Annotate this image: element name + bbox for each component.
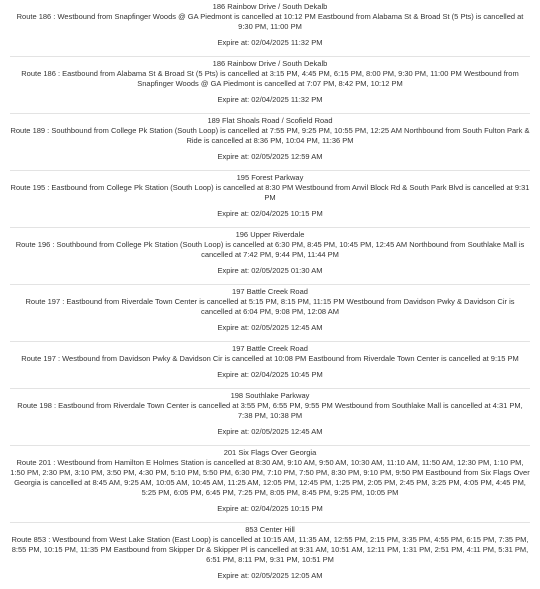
alert-message: Route 853 : Westbound from West Lake Station (East Loop) is cancelled at 10:15 AM, 11:35 AM, 12:55 PM, 2:15 PM, 3:35 PM, 4:55 PM, 6:15 PM, 7:35 PM, 8:55 PM, 10:15 PM, 11:35 PM Eastbound from Skipper Dr & Skipper Pl is cancelled at 9:31 AM, 10:51 AM, 12:11 PM, 1:31 PM, 2:51 PM, 4:11 PM, 5:31 PM, 6:51 PM, 8:11 PM, 9:31 PM, 10:51 PM: [11, 535, 529, 564]
alert-message: Route 186 : Westbound from Snapfinger Woods @ GA Piedmont is cancelled at 10:12 PM Eastbound from Alabama St & Broad St (5 Pts) is cancelled at 9:30 PM, 11:00 PM: [16, 12, 524, 31]
alert-item[interactable]: [0, 342, 540, 388]
alert-expire: Expire at: 02/04/2025 10:15 PM: [217, 209, 323, 218]
alert-message: Route 201 : Westbound from Hamilton E Holmes Station is cancelled at 8:30 AM, 9:10 AM, 9:50 AM, 10:30 AM, 11:10 AM, 11:50 AM, 12:30 PM, 1:10 PM, 1:50 PM, 2:30 PM, 3:10 PM, 3:50 PM, 4:30 PM, 5:10 PM, 5:50 PM, 6:30 PM, 7:10 PM, 7:50 PM, 8:30 PM, 9:10 PM, 9:50 PM Eastbound from Six Flags Over Georgia is cancelled at 8:45 AM, 9:25 AM, 10:05 AM, 10:45 AM, 11:25 AM, 12:05 PM, 12:45 PM, 1:25 PM, 2:05 PM, 2:45 PM, 3:25 PM, 4:05 PM, 4:45 PM, 5:25 PM, 6:05 PM, 6:45 PM, 7:25 PM, 8:05 PM, 8:45 PM, 9:25 PM, 10:05 PM: [10, 458, 530, 497]
alert-route-title: 195 Forest Parkway: [236, 173, 304, 182]
alert-expire: Expire at: 02/05/2025 12:45 AM: [217, 427, 323, 436]
alert-route-title: 186 Rainbow Drive / South Dekalb: [212, 2, 328, 11]
alert-item[interactable]: [0, 228, 540, 284]
alert-expire: Expire at: 02/05/2025 01:30 AM: [217, 266, 323, 275]
alert-expire: Expire at: 02/04/2025 11:32 PM: [217, 38, 323, 47]
alert-route-title: 186 Rainbow Drive / South Dekalb: [212, 59, 328, 68]
alert-item[interactable]: [0, 446, 540, 522]
alert-expire: Expire at: 02/04/2025 11:32 PM: [217, 95, 323, 104]
alert-message: Route 196 : Southbound from College Pk Station (South Loop) is cancelled at 6:30 PM, 8:45 PM, 10:45 PM, 12:45 AM Northbound from Southlake Mall is cancelled at 7:42 PM, 9:44 PM, 11:44 PM: [15, 240, 525, 259]
alert-message: Route 195 : Eastbound from College Pk Station (South Loop) is cancelled at 8:30 PM Westbound from Anvil Block Rd & South Park Blvd is cancelled at 9:31 PM: [10, 183, 530, 202]
alert-item[interactable]: [0, 523, 540, 589]
alert-message: Route 186 : Eastbound from Alabama St & Broad St (5 Pts) is cancelled at 3:15 PM, 4:45 PM, 6:15 PM, 8:00 PM, 9:30 PM, 11:00 PM Westbound from Snapfinger Woods @ GA Piedmont is cancelled at 7:07 PM, 8:42 PM, 10:12 PM: [21, 69, 519, 88]
alert-message: Route 197 : Westbound from Davidson Pwky & Davidson Cir is cancelled at 10:08 PM Eastbound from Riverdale Town Center is cancelled at 9:15 PM: [21, 354, 519, 363]
alert-message: Route 189 : Southbound from College Pk Station (South Loop) is cancelled at 7:55 PM, 9:25 PM, 10:55 PM, 12:25 AM Northbound from South Fulton Park & Ride is cancelled at 8:36 PM, 10:04 PM, 11:36 PM: [10, 126, 530, 145]
alert-route-title: 189 Flat Shoals Road / Scofield Road: [207, 116, 333, 125]
alert-route-title: 196 Upper Riverdale: [235, 230, 305, 239]
alert-route-title: 197 Battle Creek Road: [232, 287, 308, 296]
alert-expire: Expire at: 02/04/2025 10:45 PM: [217, 370, 323, 379]
alert-route-title: 198 Southlake Parkway: [230, 391, 310, 400]
alert-expire: Expire at: 02/05/2025 12:45 AM: [217, 323, 323, 332]
alert-message: Route 197 : Eastbound from Riverdale Town Center is cancelled at 5:15 PM, 8:15 PM, 11:15 PM Westbound from Davidson Pwky & Davidson Cir is cancelled at 6:04 PM, 9:08 PM, 12:08 AM: [25, 297, 515, 316]
alert-item[interactable]: [0, 171, 540, 227]
alert-expire: Expire at: 02/05/2025 12:05 AM: [217, 571, 323, 580]
alert-route-title: 853 Center Hill: [245, 525, 295, 534]
alert-message: Route 198 : Eastbound from Riverdale Town Center is cancelled at 3:55 PM, 6:55 PM, 9:55 PM Westbound from Southlake Mall is cancelled at 4:31 PM, 7:38 PM, 10:38 PM: [17, 401, 523, 420]
alert-item[interactable]: [0, 389, 540, 445]
alert-expire: Expire at: 02/05/2025 12:59 AM: [217, 152, 323, 161]
alert-expire: Expire at: 02/04/2025 10:15 PM: [217, 504, 323, 513]
alert-route-title: 201 Six Flags Over Georgia: [223, 448, 317, 457]
alert-route-title: 197 Battle Creek Road: [232, 344, 308, 353]
alert-item[interactable]: [0, 285, 540, 341]
alert-item[interactable]: [0, 57, 540, 113]
alert-item[interactable]: [0, 0, 540, 56]
alert-item[interactable]: [0, 114, 540, 170]
